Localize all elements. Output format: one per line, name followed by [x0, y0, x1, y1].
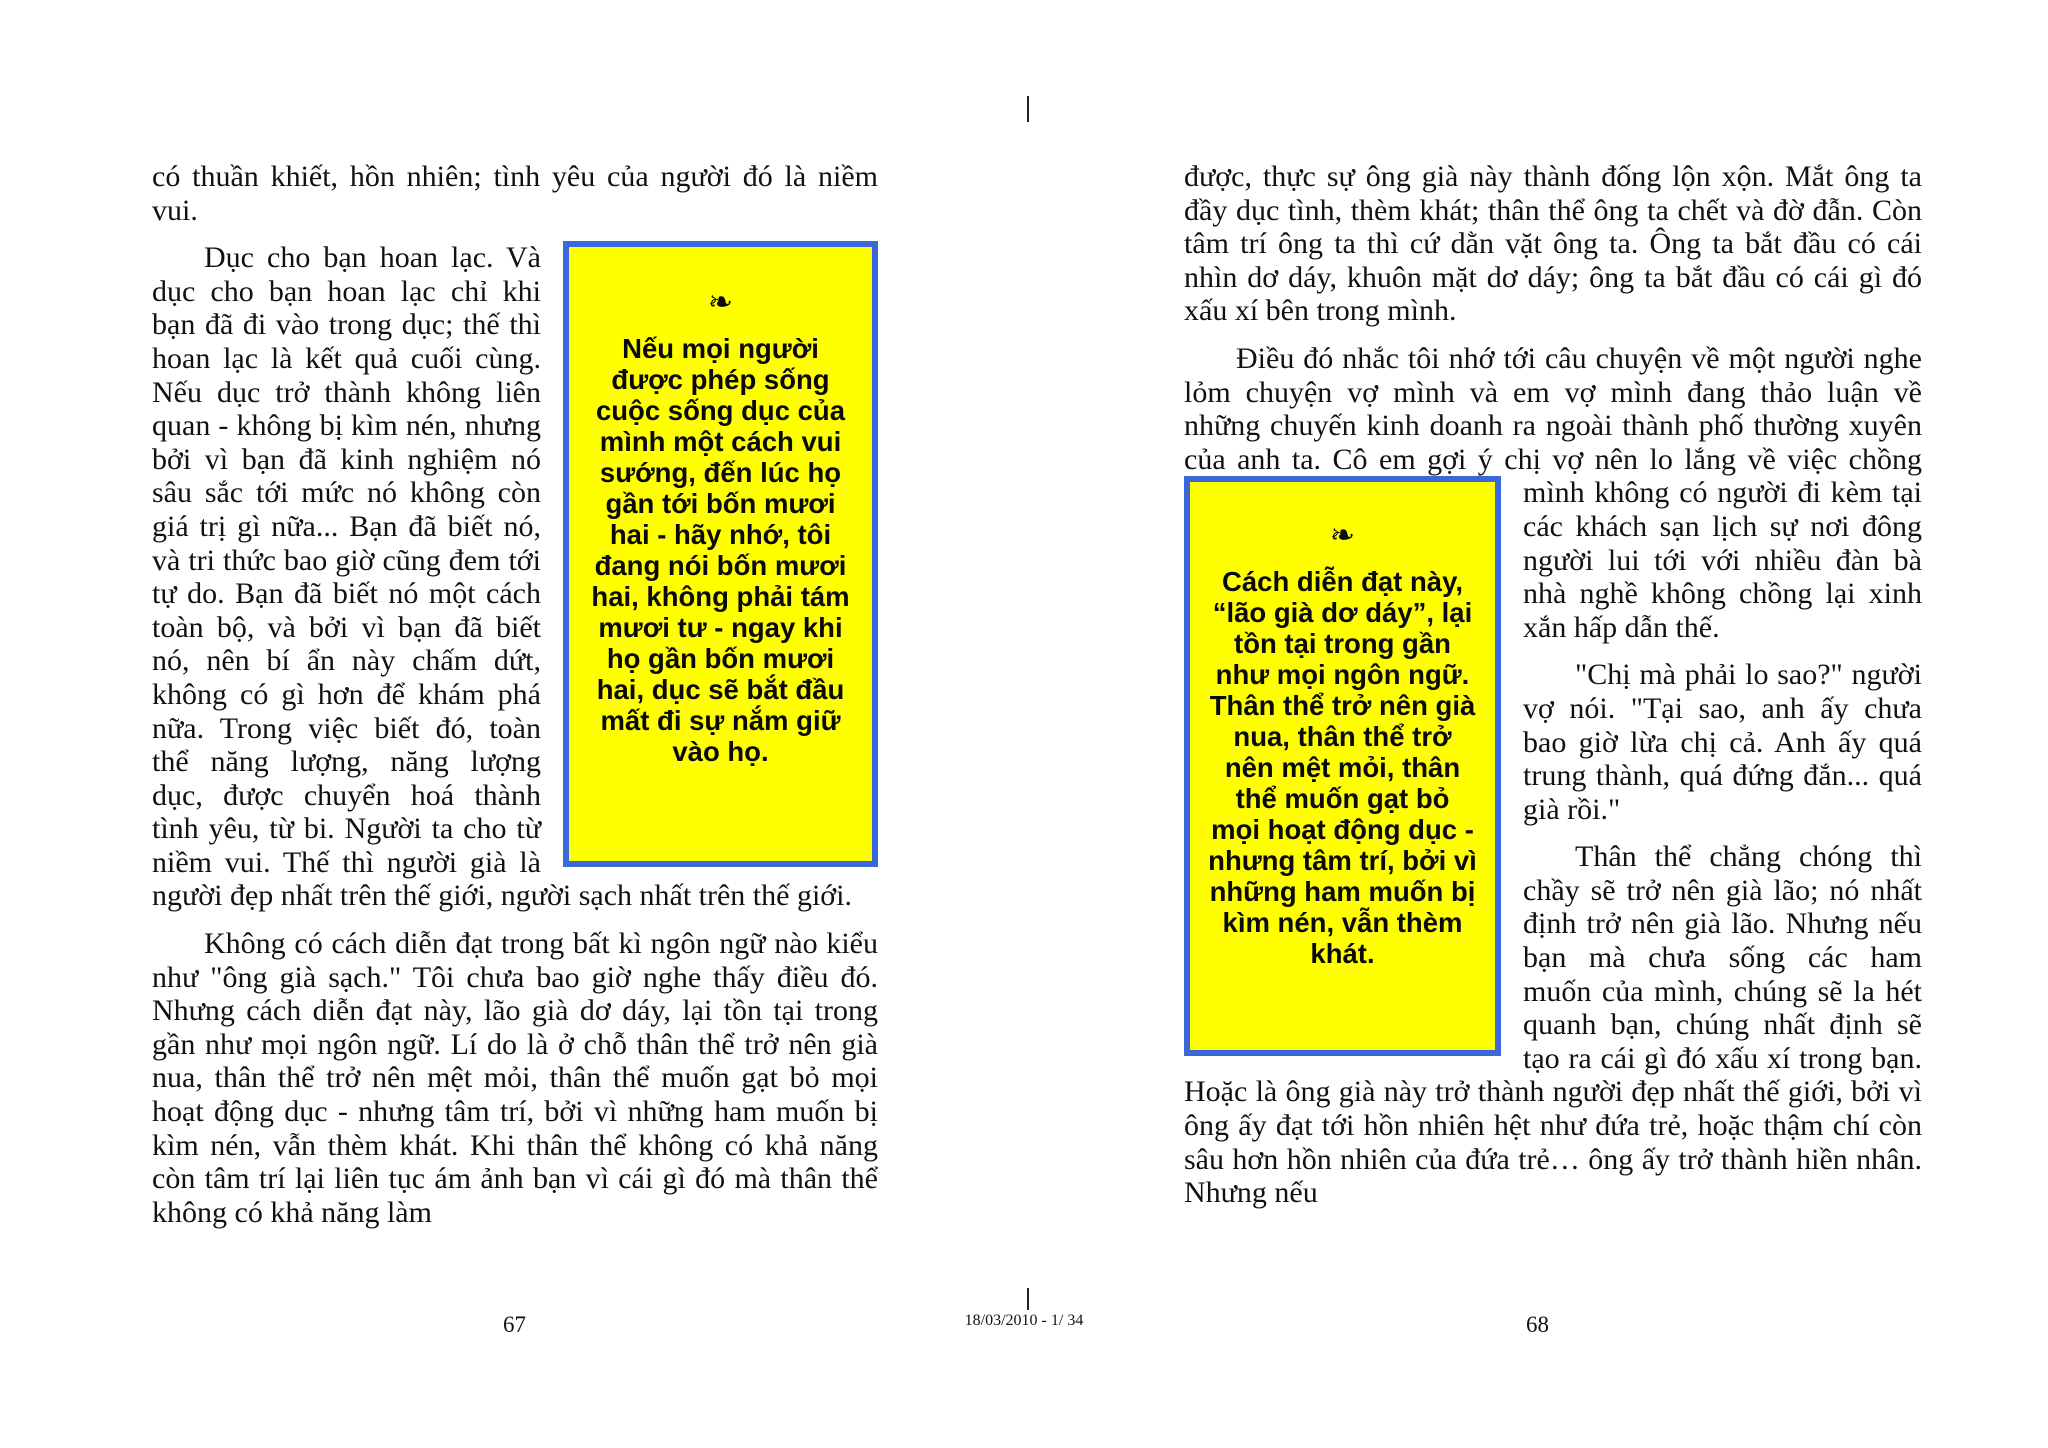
- ornament-icon: ❧: [707, 285, 734, 321]
- right-text-column: [1184, 160, 1922, 1224]
- paragraph: "Chị mà phải lo sao?" người vợ nói. "Tại sao, anh ấy chưa bao giờ lừa chị cả. Anh ấy quá trung thành, quá đứng đắn... quá già rồi.": [1523, 658, 1922, 826]
- page-number: 67: [503, 1312, 526, 1337]
- pull-quote-box: [563, 241, 878, 867]
- page-number: 68: [1526, 1312, 1549, 1337]
- right-page: [1024, 0, 2048, 1448]
- pull-quote-text: Cách diễn đạt này, “lão già dơ dáy”, lại tồn tại trong gần như mọi ngôn ngữ. Thân thể trở nên già nua, thân thể trở nên mệt mỏi, thân thể muốn gạt bỏ mọi hoạt động dục - nhưng tâm trí, bởi vì những ham muốn bị kìm nén, vẫn thèm khát.: [1208, 566, 1477, 970]
- left-text-column: [152, 160, 878, 1243]
- paragraph: được, thực sự ông già này thành đống lộn xộn. Mắt ông ta đầy dục tình, thèm khát; thân thể ông ta chết và đờ đẫn. Còn tâm trí ông ta thì cứ dằn vặt ông ta. Ông ta bắt đầu có cái nhìn dơ dáy, khuôn mặt dơ dáy; ông ta bắt đầu có cái gì đó xấu xí bên trong mình.: [1184, 160, 1922, 328]
- ornament-icon: ❧: [1329, 518, 1356, 554]
- paragraph: Thân thể chẳng chóng thì chầy sẽ trở nên già lão; nó nhất định trở nên già lão. Nhưng nếu bạn mà chưa sống các ham muốn của mình, chúng sẽ la hét quanh bạn, chúng nhất định sẽ tạo ra cái gì đó xấu xí trong bạn. Hoặc là ông già này trở thành người đẹp nhất thế giới, bởi vì ông ấy đạt tới hồn nhiên hệt như đứa trẻ, hoặc thậm chí còn sâu hơn hồn nhiên của đứa trẻ… ông ấy trở thành hiền nhân. Nhưng nếu: [1184, 840, 1922, 1210]
- pull-quote-box: [1184, 476, 1501, 1056]
- footer-date-page: 18/03/2010 - 1/ 34: [964, 1312, 1084, 1329]
- paragraph: có thuần khiết, hồn nhiên; tình yêu của người đó là niềm vui.: [152, 160, 878, 227]
- pull-quote-text: Nếu mọi người được phép sống cuộc sống dục của mình một cách vui sướng, đến lúc họ gần tới bốn mươi hai - hãy nhớ, tôi đang nói bốn mươi hai, không phải tám mươi tư - ngay khi họ gần bốn mươi hai, dục sẽ bắt đầu mất đi sự nắm giữ vào họ.: [591, 333, 850, 768]
- paragraph: Không có cách diễn đạt trong bất kì ngôn ngữ nào kiểu như "ông già sạch." Tôi chưa bao giờ nghe thấy điều đó. Nhưng cách diễn đạt này, lão già dơ dáy, lại tồn tại trong gần như mọi ngôn ngữ. Lí do là ở chỗ thân thể trở nên già nua, thân thể trở nên mệt mỏi, thân thể muốn gạt bỏ mọi hoạt động dục - nhưng tâm trí, bởi vì những ham muốn bị kìm nén, vẫn thèm khát. Khi thân thể không có khả năng còn tâm trí lại liên tục ám ảnh bạn vì cái gì đó mà thân thể không có khả năng làm: [152, 927, 878, 1229]
- paragraph: Dục cho bạn hoan lạc. Và dục cho bạn hoan lạc chỉ khi bạn đã đi vào trong dục; thế thì hoan lạc là kết quả cuối cùng. Nếu dục trở thành không liên quan - không bị kìm nén, nhưng bởi vì bạn đã kinh nghiệm nó sâu sắc tới mức nó không còn giá trị gì nữa... Bạn đã biết nó, và tri thức bao giờ cũng đem tới tự do. Bạn đã biết nó một cách toàn bộ, và bởi vì bạn đã biết nó, nên bí ẩn này chấm dứt, không có gì hơn để khám phá nữa. Trong việc biết đó, toàn thể năng lượng, năng lượng dục, được chuyển hoá thành tình yêu, từ bi. Người ta cho từ niềm vui. Thế thì người già là người đẹp nhất trên thế giới, người sạch nhất trên thế giới.: [152, 241, 852, 913]
- paragraph: Điều đó nhắc tôi nhớ tới câu chuyện về một người nghe lỏm chuyện vợ mình và em vợ mình đang thảo luận về những chuyến kinh doanh ra ngoài thành phố thường xuyên của anh ta. Cô em gợi ý chị vợ nên lo ❧ Cách diễn đạt này, “lão già dơ dáy”, lại tồn tại trong gần như mọi ngôn ngữ. Thân thể trở nên già nua, thân thể trở nên mệt mỏi, thân thể muốn gạt bỏ mọi hoạt động dục - nhưng tâm trí, bởi vì những ham muốn bị kìm nén, vẫn thèm khát. lắng về việc chồng mình không có người đi kèm tại các khách sạn lịch sự nơi đông người lui tới với nhiều đàn bà nhà nghề không chồng lại xinh xắn hấp dẫn thế.: [1184, 342, 1922, 644]
